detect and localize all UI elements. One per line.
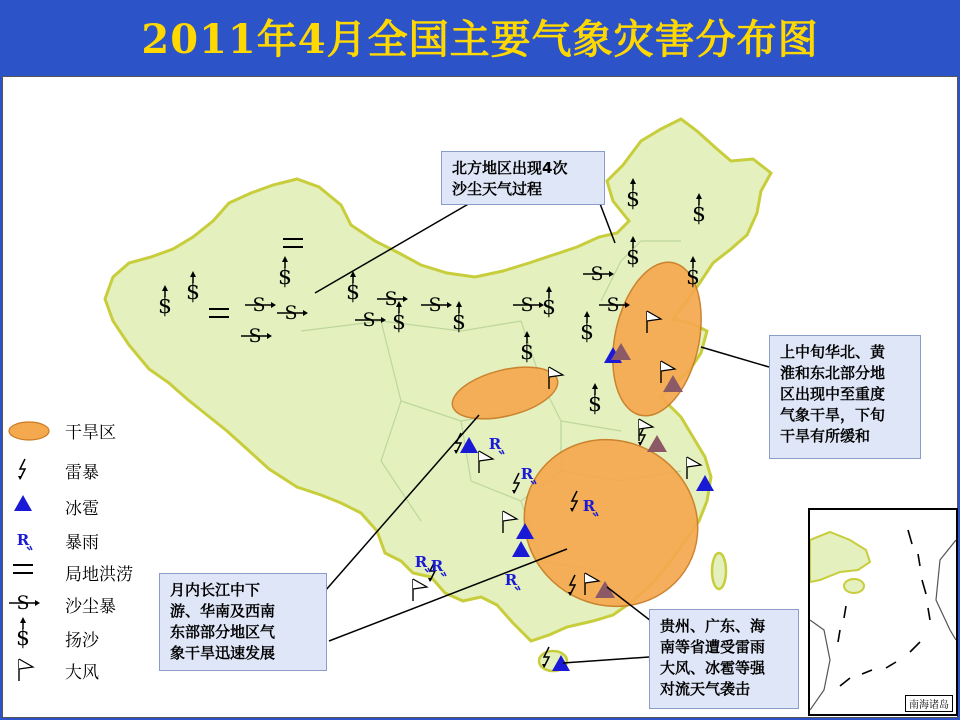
legend-gale: 大风 bbox=[65, 663, 99, 683]
callout-south-drought: 月内长江中下 游、华南及西南 东部部分地区气 象干旱迅速发展 bbox=[159, 573, 327, 671]
legend-flood: 局地洪涝 bbox=[65, 565, 133, 585]
callout-south-convection: 贵州、广东、海 南等省遭受雷雨 大风、冰雹等强 对流天气袭击 bbox=[649, 609, 799, 709]
south-china-sea-inset bbox=[808, 508, 958, 716]
page-title: 2011年4月全国主要气象灾害分布图 bbox=[141, 16, 819, 63]
inset-map bbox=[810, 510, 956, 714]
title-bar bbox=[0, 0, 960, 74]
legend-thunderstorm: 雷暴 bbox=[65, 463, 99, 483]
map-panel bbox=[2, 76, 958, 718]
legend-blowing-sand: 扬沙 bbox=[65, 631, 99, 651]
legend-hail: 冰雹 bbox=[65, 499, 99, 519]
legend-rainstorm: 暴雨 bbox=[65, 533, 99, 553]
callout-north-drought: 上中旬华北、黄 淮和东北部分地 区出现中至重度 气象干旱，下旬 干旱有所缓和 bbox=[769, 335, 921, 459]
callout-north-dust: 北方地区出现4次 沙尘天气过程 bbox=[441, 151, 605, 205]
taiwan-island bbox=[712, 553, 726, 589]
inset-label: 南海诸岛 bbox=[905, 695, 953, 712]
legend-drought: 干旱区 bbox=[65, 423, 116, 443]
legend-duststorm: 沙尘暴 bbox=[65, 597, 116, 617]
